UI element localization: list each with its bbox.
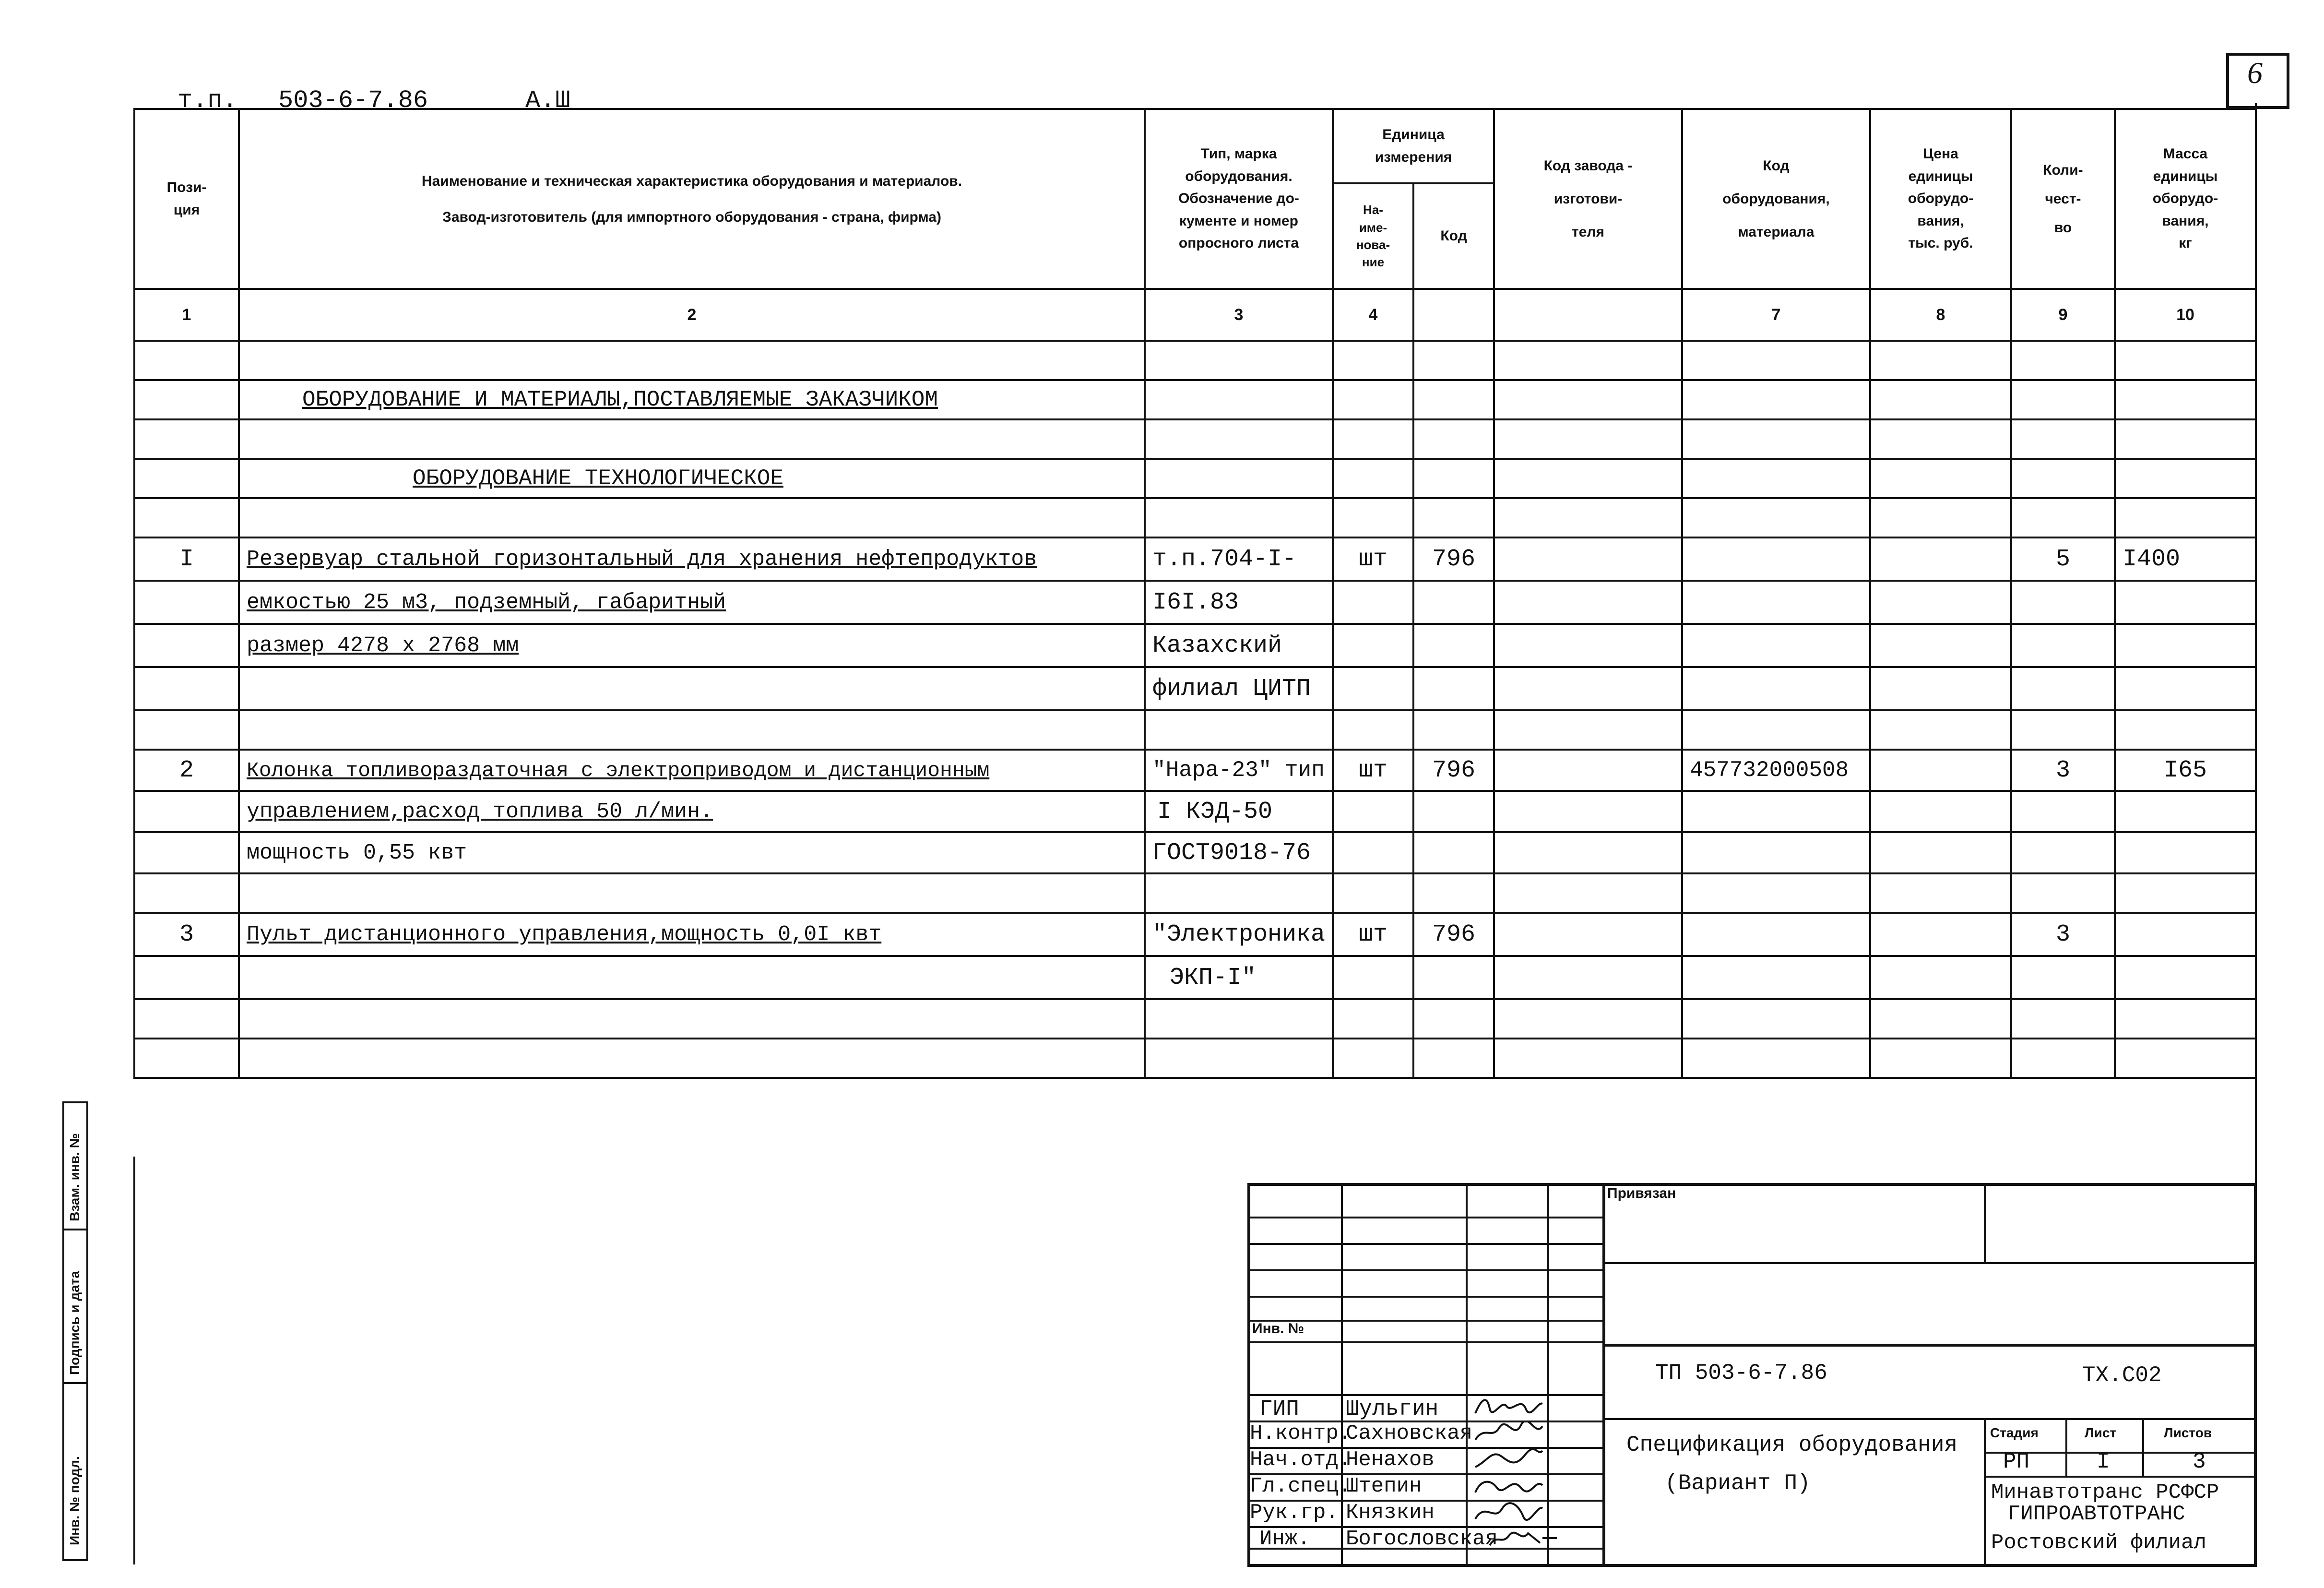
item-quantity: 5	[2011, 537, 2115, 581]
sheet-value: I	[2097, 1449, 2110, 1474]
header-prefix: т.п.	[178, 86, 237, 115]
item-type: "Нара-23" тип	[1145, 750, 1333, 791]
header-code: 503-6-7.86	[278, 86, 428, 115]
signature-4	[1473, 1473, 1545, 1496]
item-unit-code: 796	[1413, 913, 1494, 956]
header-unit: Единица измерения	[1333, 109, 1494, 183]
table-row	[134, 873, 2256, 913]
org-line-3: Ростовский филиал	[1991, 1531, 2206, 1555]
item-mass: I400	[2115, 537, 2256, 581]
staff-name: Шульгин	[1346, 1397, 1439, 1421]
staff-role: Гл.спец.	[1250, 1474, 1352, 1498]
item-position: 2	[134, 750, 239, 791]
sheet-number: 6	[2247, 56, 2263, 90]
org-line-1: Минавтотранс РСФСР	[1991, 1481, 2219, 1504]
header-type: Тип, марка оборудования. Обозначение до- кументе и номер опросного листа	[1145, 109, 1333, 289]
col-number: 4	[1333, 289, 1413, 341]
sheets-header: Листов	[2164, 1425, 2212, 1440]
signature-2	[1473, 1421, 1545, 1444]
doc-subtitle: (Вариант П)	[1665, 1471, 1811, 1496]
table-row	[134, 624, 2256, 667]
side-label-signature-date: Подпись и дата	[67, 1271, 82, 1375]
table-row	[134, 380, 2256, 419]
table-row	[134, 667, 2256, 710]
staff-role: ГИП	[1259, 1397, 1299, 1421]
staff-name: Штепин	[1346, 1474, 1422, 1498]
signature-6	[1487, 1526, 1559, 1549]
item-type: т.п.704-I-	[1145, 537, 1333, 581]
staff-role: Рук.гр.	[1250, 1501, 1339, 1525]
item-position: 3	[134, 913, 239, 956]
item-quantity: 3	[2011, 750, 2115, 791]
signature-1	[1473, 1394, 1545, 1417]
table-row	[134, 419, 2256, 459]
item-mass: I65	[2115, 750, 2256, 791]
section-title-supplied: ОБОРУДОВАНИЕ И МАТЕРИАЛЫ,ПОСТАВЛЯЕМЫЕ ЗАКАЗЧИКОМ	[239, 380, 1145, 419]
item-unit-code: 796	[1413, 537, 1494, 581]
sheets-value: 3	[2193, 1449, 2206, 1474]
section-title-technological: ОБОРУДОВАНИЕ ТЕХНОЛОГИЧЕСКОЕ	[239, 459, 1145, 498]
header-name: Наименование и техническая характеристика оборудования и материалов. Завод-изготовитель (для импортного оборудования - страна, фирма)	[239, 109, 1145, 289]
item-name: Колонка топливораздаточная с электроприводом и дистанционным	[239, 750, 1145, 791]
item-type: "Электроника	[1145, 913, 1333, 956]
signature-3	[1473, 1447, 1545, 1470]
item-name: размер 4278 х 2768 мм	[239, 624, 1145, 667]
staff-role: Н.контр.	[1250, 1421, 1352, 1445]
inventory-label: Инв. №	[1252, 1321, 1304, 1337]
item-unit: шт	[1333, 913, 1413, 956]
item-type: I КЭД-50	[1145, 791, 1333, 832]
staff-name: Богословская	[1346, 1527, 1498, 1551]
staff-role: Нач.отд.	[1250, 1448, 1352, 1472]
signature-5	[1473, 1500, 1545, 1523]
staff-name: Сахновская	[1346, 1421, 1473, 1445]
item-unit: шт	[1333, 537, 1413, 581]
item-quantity: 3	[2011, 913, 2115, 956]
item-type: ЭКП-I"	[1145, 956, 1333, 999]
item-position: I	[134, 537, 239, 581]
col-number: 3	[1145, 289, 1333, 341]
header-material-code: Код оборудования, материала	[1682, 109, 1870, 289]
stage-header: Стадия	[1990, 1425, 2039, 1440]
item-name: емкостью 25 м3, подземный, габаритный	[239, 581, 1145, 624]
item-type: I6I.83	[1145, 581, 1333, 624]
header-album: А.Ш	[525, 86, 570, 115]
org-line-2: ГИПРОАВТОТРАНС	[2008, 1502, 2185, 1526]
item-type: Казахский	[1145, 624, 1333, 667]
doc-title: Спецификация оборудования	[1626, 1433, 1958, 1457]
doc-mark: ТХ.С02	[2082, 1363, 2162, 1388]
item-unit-code: 796	[1413, 750, 1494, 791]
header-unit-name: На- име- нова- ние	[1333, 183, 1413, 289]
staff-name: Князкин	[1346, 1501, 1435, 1525]
staff-role: Инж.	[1259, 1527, 1310, 1551]
side-divider	[62, 1229, 88, 1230]
side-label-original-inv: Инв. № подл.	[67, 1456, 82, 1545]
table-row	[134, 459, 2256, 498]
col-number	[1494, 289, 1682, 341]
sheet-header: Лист	[2085, 1425, 2117, 1440]
item-name: Резервуар стальной горизонтальный для хранения нефтепродуктов	[239, 537, 1145, 581]
staff-name: Ненахов	[1346, 1448, 1435, 1472]
table-row	[134, 913, 2256, 956]
col-number: 8	[1870, 289, 2011, 341]
item-material-code: 457732000508	[1682, 750, 1870, 791]
table-row	[134, 832, 2256, 873]
item-name: Пульт дистанционного управления,мощность 0,0I квт	[239, 913, 1145, 956]
side-label-replaced-inv: Взам. инв. №	[67, 1133, 82, 1221]
linked-label: Привязан	[1607, 1185, 1676, 1201]
table-row	[134, 498, 2256, 537]
table-row	[134, 710, 2256, 750]
table-row	[134, 537, 2256, 581]
doc-code: ТП 503-6-7.86	[1655, 1361, 1827, 1385]
side-divider	[62, 1382, 88, 1384]
col-number: 9	[2011, 289, 2115, 341]
item-type: ГОСТ9018-76	[1145, 832, 1333, 873]
header-mass: Масса единицы оборудо- вания, кг	[2115, 109, 2256, 289]
col-number: 1	[134, 289, 239, 341]
table-row	[134, 999, 2256, 1039]
header-manufacturer-code: Код завода - изготови- теля	[1494, 109, 1682, 289]
header-unit-code: Код	[1413, 183, 1494, 289]
table-row	[134, 750, 2256, 791]
col-number: 10	[2115, 289, 2256, 341]
header-position: Пози- ция	[134, 109, 239, 289]
table-row	[134, 791, 2256, 832]
item-type: филиал ЦИТП	[1145, 667, 1333, 710]
table-row	[134, 956, 2256, 999]
header-quantity: Коли- чест- во	[2011, 109, 2115, 289]
item-name: мощность 0,55 квт	[239, 832, 1145, 873]
item-name: управлением,расход топлива 50 л/мин.	[239, 791, 1145, 832]
col-number: 7	[1682, 289, 1870, 341]
table-row	[134, 341, 2256, 380]
specification-table	[133, 108, 2257, 1079]
col-number	[1413, 289, 1494, 341]
table-row	[134, 581, 2256, 624]
stage-value: РП	[2003, 1449, 2030, 1474]
table-row	[134, 1039, 2256, 1078]
col-number: 2	[239, 289, 1145, 341]
frame-left	[133, 1157, 135, 1564]
item-unit: шт	[1333, 750, 1413, 791]
header-price: Цена единицы оборудо- вания, тыс. руб.	[1870, 109, 2011, 289]
